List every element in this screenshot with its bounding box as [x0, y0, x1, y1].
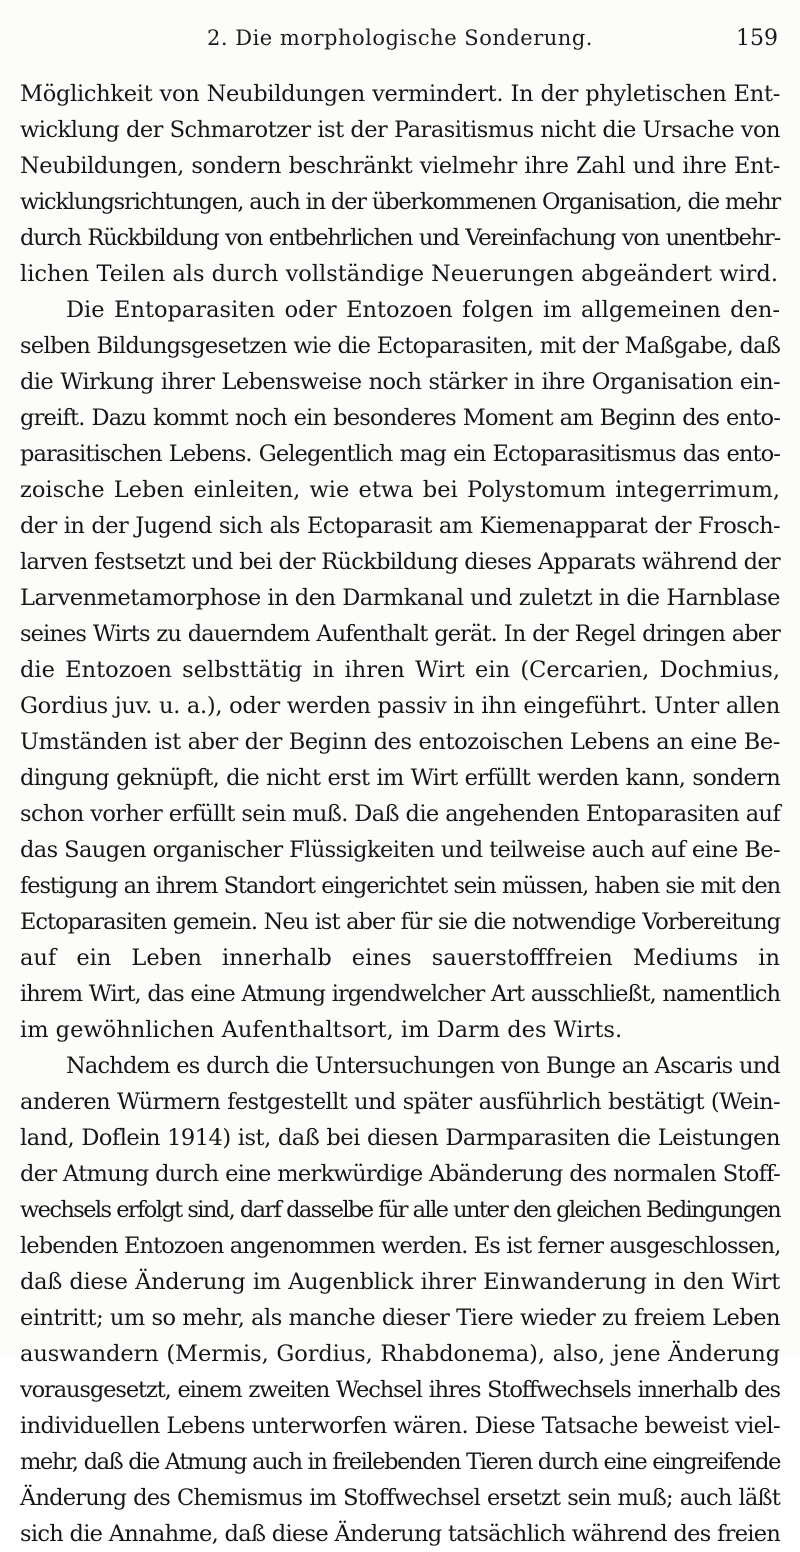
text-line: Neubildungen, sondern beschränkt vielmehr ihre Zahl und ihre Ent-	[20, 153, 780, 179]
text-line: anderen Würmern festgestellt und später ausführlich bestätigt (Wein-	[20, 1089, 780, 1115]
text-line: land, Doflein 1914) ist, daß bei diesen Darmparasiten die Leistungen	[20, 1125, 780, 1151]
text-line: auswandern (Mermis, Gordius, Rhabdonema), also, jene Änderung	[20, 1341, 780, 1367]
text-line: lichen Teilen als durch vollständige Neuerungen abgeändert wird.	[20, 261, 778, 287]
text-line: lebenden Entozoen angenommen werden. Es ist ferner ausgeschlossen,	[20, 1233, 781, 1259]
text-line: Nachdem es durch die Untersuchungen von Bunge an Ascaris und	[66, 1053, 780, 1079]
text-line: der in der Jugend sich als Ectoparasit am Kiemenapparat der Frosch-	[20, 513, 780, 539]
text-line: festigung an ihrem Standort eingerichtet sein müssen, haben sie mit den	[20, 873, 780, 899]
text-line: larven festsetzt und bei der Rückbildung dieses Apparats während der	[20, 549, 780, 575]
text-line: eintritt; um so mehr, als manche dieser Tiere wieder zu freiem Leben	[20, 1305, 780, 1331]
text-line: wicklungsrichtungen, auch in der überkommenen Organisation, die mehr	[20, 189, 780, 215]
text-line: dingung geknüpft, die nicht erst im Wirt erfüllt werden kann, sondern	[20, 765, 780, 791]
text-line: vorausgesetzt, einem zweiten Wechsel ihres Stoffwechsels innerhalb des	[20, 1377, 780, 1403]
text-line: wicklung der Schmarotzer ist der Parasitismus nicht die Ursache von	[20, 117, 780, 143]
text-line: im gewöhnlichen Aufenthaltsort, im Darm des Wirts.	[20, 1017, 623, 1043]
text-line: mehr, daß die Atmung auch in freilebenden Tieren durch eine eingreifende	[20, 1449, 780, 1475]
text-line: ihrem Wirt, das eine Atmung irgendwelcher Art ausschließt, namentlich	[20, 981, 780, 1007]
text-line: Die Entoparasiten oder Entozoen folgen im allgemeinen den-	[66, 297, 780, 323]
text-line: auf ein Leben innerhalb eines sauerstofffreien Mediums in	[20, 945, 780, 971]
text-line: die Wirkung ihrer Lebensweise noch stärker in ihre Organisation ein-	[20, 369, 780, 395]
text-line: parasitischen Lebens. Gelegentlich mag ein Ectoparasitismus das ento-	[20, 441, 780, 467]
running-title: 2. Die morphologische Sonderung.	[207, 26, 593, 50]
text-line: durch Rückbildung von entbehrlichen und Vereinfachung von unentbehr-	[20, 225, 780, 251]
text-line: greift. Dazu kommt noch ein besonderes Moment am Beginn des ento-	[20, 405, 780, 431]
text-line: die Entozoen selbsttätig in ihren Wirt ein (Cercarien, Dochmius,	[20, 657, 780, 683]
text-line: das Saugen organischer Flüssigkeiten und teilweise auch auf eine Be-	[20, 837, 780, 863]
text-line: schon vorher erfüllt sein muß. Daß die angehenden Entoparasiten auf	[20, 801, 781, 827]
text-line: sich die Annahme, daß diese Änderung tatsächlich während des freien	[20, 1521, 781, 1547]
text-line: daß diese Änderung im Augenblick ihrer Einwanderung in den Wirt	[20, 1269, 780, 1295]
text-line: seines Wirts zu dauerndem Aufenthalt gerät. In der Regel dringen aber	[20, 621, 780, 647]
text-line: Möglichkeit von Neubildungen vermindert. In der phyletischen Ent-	[20, 81, 780, 107]
text-line: selben Bildungsgesetzen wie die Ectoparasiten, mit der Maßgabe, daß	[20, 333, 781, 359]
text-line: der Atmung durch eine merkwürdige Abänderung des normalen Stoff-	[20, 1161, 780, 1187]
page-header	[0, 26, 800, 52]
text-line: Ectoparasiten gemein. Neu ist aber für sie die notwendige Vorbereitung	[20, 909, 780, 935]
text-line: Larvenmetamorphose in den Darmkanal und zuletzt in die Harnblase	[20, 585, 780, 611]
text-line: individuellen Lebens unterworfen wären. Diese Tatsache beweist viel-	[20, 1413, 780, 1439]
text-line: Umständen ist aber der Beginn des entozoischen Lebens an eine Be-	[20, 729, 780, 755]
text-line: Gordius juv. u. a.), oder werden passiv in ihn eingeführt. Unter allen	[20, 693, 780, 719]
text-line: zoische Leben einleiten, wie etwa bei Polystomum integerrimum,	[20, 477, 780, 503]
page-number: 159	[736, 26, 778, 51]
text-line: wechsels erfolgt sind, darf dasselbe für alle unter den gleichen Bedingungen	[20, 1197, 780, 1223]
text-line: Änderung des Chemismus im Stoffwechsel ersetzt sein muß; auch läßt	[20, 1485, 780, 1511]
body-text	[20, 76, 780, 1552]
